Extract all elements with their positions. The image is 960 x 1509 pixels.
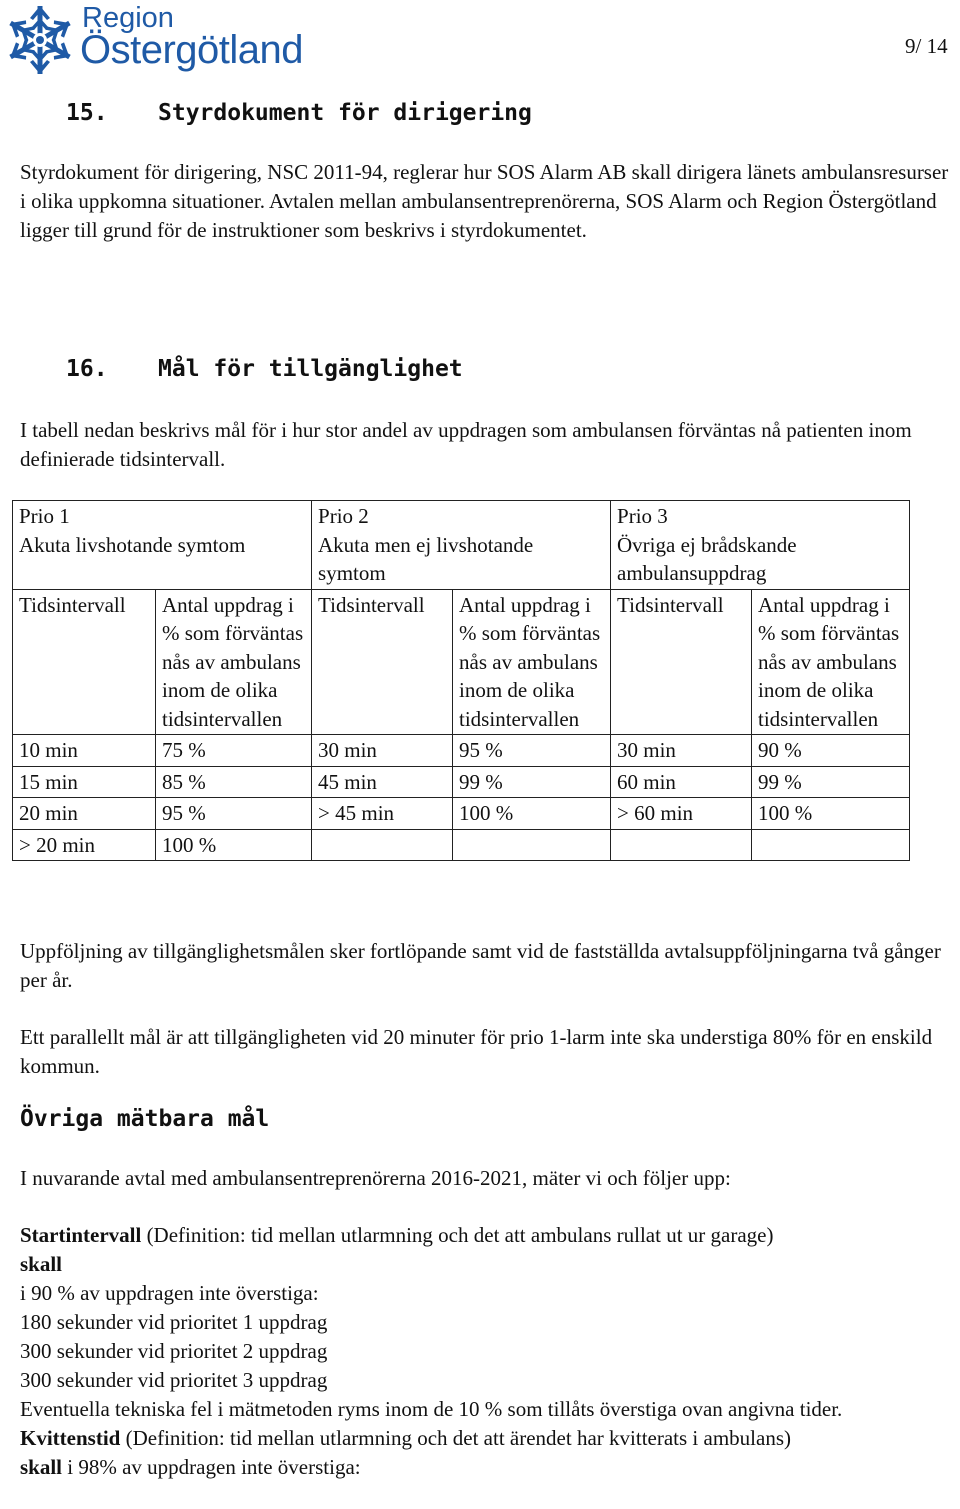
table-cell <box>453 829 611 861</box>
table-cell: > 60 min <box>611 798 752 830</box>
page-number: 9/ 14 <box>905 34 948 58</box>
logo-text-region: Region <box>82 2 174 34</box>
followup-paragraph: Uppföljning av tillgänglighetsmålen sker fortlöpande samt vid de fastställda avtalsuppföljningarna två gånger per år. <box>20 939 941 992</box>
start-interval-skall: skall <box>20 1252 63 1276</box>
logo-text-ostergotland: Östergötland <box>80 28 304 72</box>
table-cell: 90 % <box>752 735 910 767</box>
table-row <box>13 735 910 767</box>
section-number: 15. <box>66 100 108 126</box>
prio-label: Prio 1 <box>19 504 70 528</box>
other-goals-heading: Övriga mätbara mål <box>20 1106 270 1132</box>
start-line: 300 sekunder vid prioritet 3 uppdrag <box>20 1368 328 1392</box>
prio-description: Akuta men ej livshotande symtom <box>318 532 534 585</box>
prio-group-2 <box>312 501 611 590</box>
column-header-interval: Tidsintervall <box>312 589 453 735</box>
start-line: 180 sekunder vid prioritet 1 uppdrag <box>20 1310 328 1334</box>
table-cell: 100 % <box>752 798 910 830</box>
other-goals-intro: I nuvarande avtal med ambulansentreprenörerna 2016-2021, mäter vi och följer upp: <box>20 1166 731 1190</box>
availability-table <box>12 500 910 861</box>
acknowledgement-rest: skall i 98% av uppdragen inte överstiga: <box>20 1455 361 1479</box>
table-cell: 30 min <box>611 735 752 767</box>
prio-group-1 <box>13 501 312 590</box>
table-cell: 75 % <box>156 735 312 767</box>
prio-description: Akuta livshotande symtom <box>19 532 246 557</box>
column-header-interval: Tidsintervall <box>13 589 156 735</box>
table-group-row <box>13 501 910 590</box>
table-cell: 45 min <box>312 766 453 798</box>
table-cell: > 20 min <box>13 829 156 861</box>
table-cell <box>312 829 453 861</box>
section-number: 16. <box>66 356 108 382</box>
acknowledgement-def: (Definition: tid mellan utlarmning och det att ärendet har kvitterats i ambulans) <box>120 1426 791 1450</box>
section-title: Mål för tillgänglighet <box>158 356 463 382</box>
start-interval-def: (Definition: tid mellan utlarmning och det att ambulans rullat ut ur garage) <box>141 1223 774 1247</box>
acknowledgement-term: Kvittenstid <box>20 1426 121 1450</box>
start-line: Eventuella tekniska fel i mätmetoden ryms inom de 10 % som tillåts överstiga ovan angivna tider. <box>20 1397 843 1421</box>
table-cell: 100 % <box>156 829 312 861</box>
start-interval-block <box>20 1221 955 1482</box>
start-line: 300 sekunder vid prioritet 2 uppdrag <box>20 1339 328 1363</box>
table-cell: 100 % <box>453 798 611 830</box>
prio-label: Prio 3 <box>617 504 668 528</box>
prio-description: Övriga ej brådskande ambulansuppdrag <box>617 532 797 585</box>
section-heading-15 <box>66 100 532 126</box>
start-line: i 90 % av uppdragen inte överstiga: <box>20 1281 319 1305</box>
table-cell: 15 min <box>13 766 156 798</box>
table-cell: 60 min <box>611 766 752 798</box>
table-cell: 99 % <box>752 766 910 798</box>
column-header-interval: Tidsintervall <box>611 589 752 735</box>
table-cell: 10 min <box>13 735 156 767</box>
snowflake-icon <box>2 2 78 78</box>
prio-group-3 <box>611 501 910 590</box>
table-cell: 85 % <box>156 766 312 798</box>
table-cell <box>611 829 752 861</box>
table-cell: 20 min <box>13 798 156 830</box>
column-header-share: Antal uppdrag i % som förväntas nås av ambulans inom de olika tidsintervallen <box>156 589 312 735</box>
table-row <box>13 798 910 830</box>
section-heading-16 <box>66 356 463 382</box>
table-cell: 95 % <box>453 735 611 767</box>
column-header-share: Antal uppdrag i % som förväntas nås av ambulans inom de olika tidsintervallen <box>752 589 910 735</box>
parallel-goal-paragraph: Ett parallellt mål är att tillgängligheten vid 20 minuter för prio 1-larm inte ska understiga 80% för en enskild kommun. <box>20 1025 933 1078</box>
table-cell <box>752 829 910 861</box>
prio-label: Prio 2 <box>318 504 369 528</box>
table-cell: 30 min <box>312 735 453 767</box>
acknowledgement-definition <box>20 1424 955 1453</box>
start-interval-term: Startintervall <box>20 1223 142 1247</box>
region-logo <box>0 0 320 80</box>
table-row <box>13 829 910 861</box>
section-paragraph-15: Styrdokument för dirigering, NSC 2011-94, reglerar hur SOS Alarm AB skall dirigera länets ambulansresurser i olika uppkomna situationer. Avtalen mellan ambulansentreprenörerna, SOS Alarm och Region Östergötland ligger till grund för de instruktioner som beskrivs i styrdokumentet. <box>20 160 949 242</box>
table-cell: 95 % <box>156 798 312 830</box>
table-cell: > 45 min <box>312 798 453 830</box>
table-cell: 99 % <box>453 766 611 798</box>
column-header-share: Antal uppdrag i % som förväntas nås av ambulans inom de olika tidsintervallen <box>453 589 611 735</box>
section-title: Styrdokument för dirigering <box>158 100 532 126</box>
table-row <box>13 766 910 798</box>
section-paragraph-16: I tabell nedan beskrivs mål för i hur stor andel av uppdragen som ambulansen förväntas nå patienten inom definierade tidsintervall. <box>20 418 912 471</box>
table-header-row <box>13 589 910 735</box>
start-interval-definition <box>20 1221 955 1250</box>
